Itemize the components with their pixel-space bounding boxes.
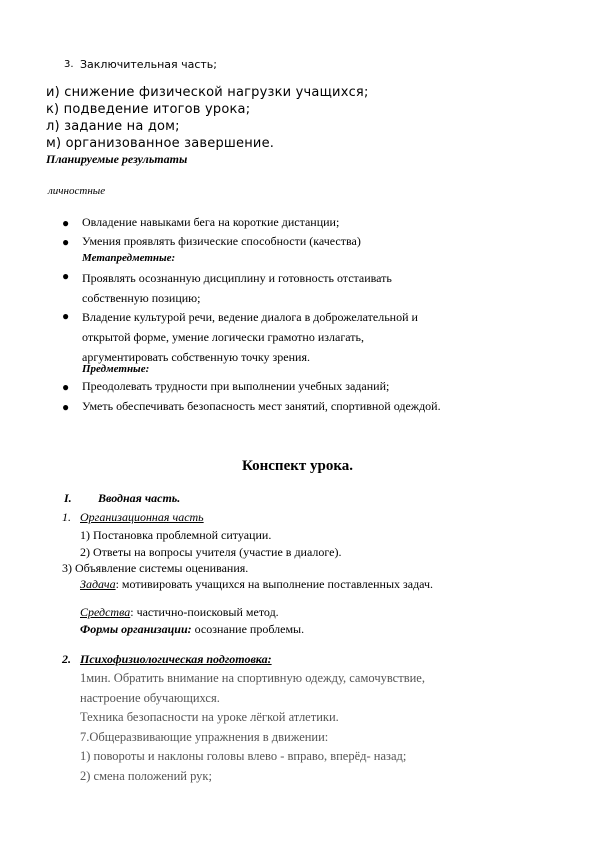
list-item: к) подведение итогов урока; <box>46 102 251 117</box>
section-title: Вводная часть. <box>98 491 181 505</box>
list-item: 1) Постановка проблемной ситуации. <box>80 528 272 542</box>
bullet-icon: ● <box>62 400 70 414</box>
list-item: Уметь обеспечивать безопасность мест занятий, спортивной одеждой. <box>82 399 441 413</box>
task-line <box>80 577 433 592</box>
section-title: Заключительная часть; <box>80 58 217 71</box>
task-text: : мотивировать учащихся на выполнение поставленных задач. <box>115 577 434 591</box>
text-line: 7.Общеразвивающие упражнения в движении: <box>80 729 329 744</box>
list-item <box>82 307 418 367</box>
meta-label: Метапредметные: <box>82 252 176 264</box>
bullet-icon: ● <box>62 216 70 230</box>
bullet-icon: ● <box>62 269 70 283</box>
list-item: л) задание на дом; <box>46 119 180 134</box>
list-item-line: Проявлять осознанную дисциплину и готовность отстаивать <box>82 271 392 285</box>
org-items <box>80 527 342 561</box>
list-item: и) снижение физической нагрузки учащихся; <box>46 85 369 100</box>
text-line: 2) смена положений рук; <box>80 768 212 783</box>
forms-line <box>80 622 304 637</box>
section-number: 2. <box>62 652 71 666</box>
subject-label: Предметные: <box>82 363 150 375</box>
section-title: Организационная часть <box>80 510 204 524</box>
means-line <box>80 605 279 620</box>
personal-label: личностные <box>48 185 106 197</box>
section-title: Психофизиологическая подготовка: <box>80 652 272 666</box>
text-line: настроение обучающихся. <box>80 690 220 705</box>
list-item: Преодолевать трудности при выполнении учебных заданий; <box>82 379 390 393</box>
text-line: 1мин. Обратить внимание на спортивную одежду, самочувствие, <box>80 671 425 685</box>
list-item: 2) Ответы на вопросы учителя (участие в диалоге). <box>80 545 342 559</box>
section-number: 3. <box>64 59 74 70</box>
section-number: 1. <box>62 510 71 524</box>
forms-text: осознание проблемы. <box>191 622 305 636</box>
section-number: I. <box>64 491 72 505</box>
list-item: 3) Объявление системы оценивания. <box>62 561 249 575</box>
text-line: Техника безопасности на уроке лёгкой атлетики. <box>80 710 339 724</box>
list-item: м) организованное завершение. <box>46 136 275 151</box>
final-items <box>46 84 369 152</box>
list-item-line: аргументировать собственную точку зрения. <box>82 350 310 364</box>
means-label: Средства <box>80 605 131 619</box>
list-item <box>82 268 392 308</box>
psy-lines <box>80 669 425 786</box>
page-title: Конспект урока. <box>242 458 353 474</box>
list-item-line: собственную позицию; <box>82 291 201 305</box>
list-item-line: открытой форме, умение логически грамотно излагать, <box>82 330 364 344</box>
bullet-icon: ● <box>62 380 70 394</box>
bullet-icon: ● <box>62 309 70 323</box>
list-item-line: Владение культурой речи, ведение диалога в доброжелательной и <box>82 310 418 324</box>
text-line: 1) повороты и наклоны головы влево - вправо, вперёд- назад; <box>80 749 407 763</box>
means-text: : частично-поисковый метод. <box>130 605 279 619</box>
list-item: Умения проявлять физические способности (качества) <box>82 234 361 248</box>
bullet-icon: ● <box>62 235 70 249</box>
forms-label: Формы организации: <box>80 622 192 636</box>
list-item: Овладение навыками бега на короткие дистанции; <box>82 215 340 229</box>
results-heading: Планируемые результаты <box>46 152 188 166</box>
task-label: Задача <box>80 577 116 591</box>
